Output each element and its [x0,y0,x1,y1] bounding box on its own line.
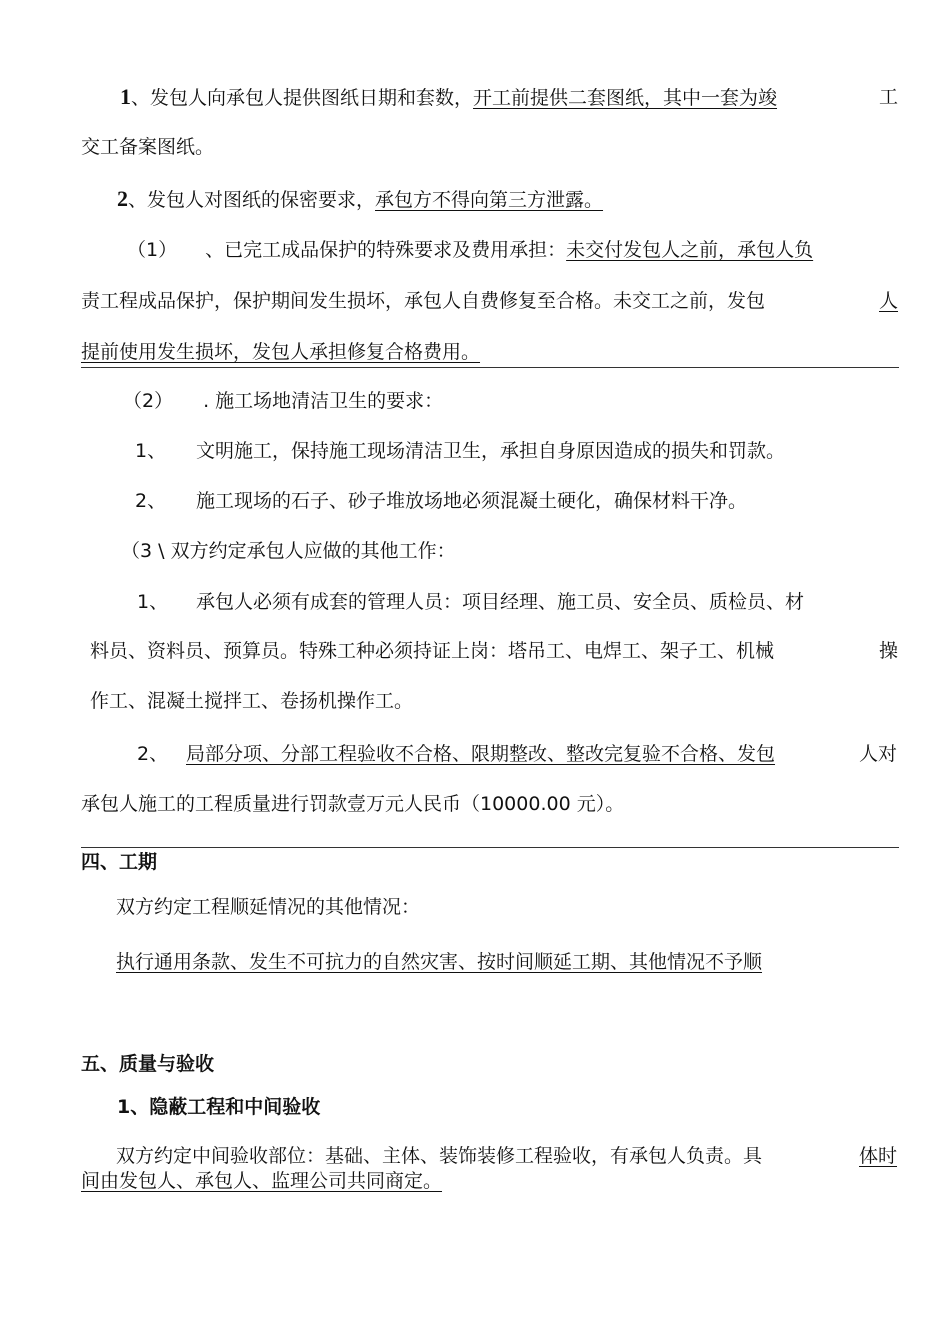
para-4-heading [123,388,443,414]
para-3-line-1 [127,237,813,263]
para-5-item-1-number: 1、 [137,591,169,613]
section-divider [81,847,899,848]
para-4-text: . 施工场地清洁卫生的要求： [203,390,444,412]
section-5-line-1-end: 体时 [859,1145,898,1167]
para-1-line-end: 工 [879,86,899,108]
para-1-line-2: 交工备案图纸。 [81,136,215,158]
para-1-number: 1 [120,84,131,109]
para-4-item-1-text: 文明施工，保持施工现场清洁卫生，承担自身原因造成的损失和罚款。 [196,440,786,462]
section-5-heading: 五、质量与验收 [81,1053,215,1075]
para-2-underlined: 承包方不得向第三方泄露。 [375,189,604,211]
para-5-item-2-line-1-end: 人对 [859,743,898,765]
para-5-item-1-line-1: 承包人必须有成套的管理人员：项目经理、施工员、安全员、质检员、材 [196,591,805,613]
para-1-line-1 [120,84,777,111]
para-4-item-2-number: 2、 [135,490,167,512]
para-5-item-1-line-3: 作工、混凝土搅拌工、卷扬机操作工。 [90,690,414,712]
para-4-label: （2） [123,390,174,412]
para-2-line-1 [117,186,603,213]
section-4-heading: 四、工期 [81,851,158,873]
section-4-underlined: 执行通用条款、发生不可抗力的自然灾害、按时间顺延工期、其他情况不予顺 [116,951,763,973]
para-2-text: 、发包人对图纸的保密要求， [128,189,376,211]
section-4-text: 双方约定工程顺延情况的其他情况： [116,896,421,918]
para-3-label: （1） [127,239,178,261]
para-1-underlined: 开工前提供二套图纸，其中一套为竣 [473,87,778,109]
para-5-item-2-underlined: 局部分项、分部工程验收不合格、限期整改、整改完复验不合格、发包 [186,743,776,765]
section-5-line-1: 双方约定中间验收部位：基础、主体、装饰装修工程验收，有承包人负责。具 [116,1145,763,1167]
para-3-line-3: 提前使用发生损坏，发包人承担修复合格费用。 [81,341,481,363]
para-3-underlined: 未交付发包人之前，承包人负 [566,239,814,261]
para-3-text: 、已完工成品保护的特殊要求及费用承担： [205,239,567,261]
para-3-line-2: 责工程成品保护，保护期间发生损坏，承包人自费修复至合格。未交工之前，发包 [81,290,766,312]
para-3-line-2-end: 人 [879,290,899,312]
para-5-item-1-line-2: 料员、资料员、预算员。特殊工种必须持证上岗：塔吊工、电焊工、架子工、机械 [90,640,775,662]
para-5-heading: （3 \ 双方约定承包人应做的其他工作： [121,540,456,562]
para-5-item-2-number: 2、 [137,743,169,765]
section-5-line-2: 间由发包人、承包人、监理公司共同商定。 [81,1170,443,1192]
para-4-item-1-number: 1、 [135,440,167,462]
para-5-item-2-line-2: 承包人施工的工程质量进行罚款壹万元人民币（10000.00 元）。 [81,793,625,815]
divider-line [81,367,899,368]
para-5-item-1-line-2-end: 操 [879,640,899,662]
para-2-number: 2 [117,186,128,211]
para-1-text: 、发包人向承包人提供图纸日期和套数， [131,87,474,109]
section-5-subheading: 1、隐蔽工程和中间验收 [117,1096,321,1118]
para-4-item-2-text: 施工现场的石子、砂子堆放场地必须混凝土硬化，确保材料干净。 [196,490,748,512]
